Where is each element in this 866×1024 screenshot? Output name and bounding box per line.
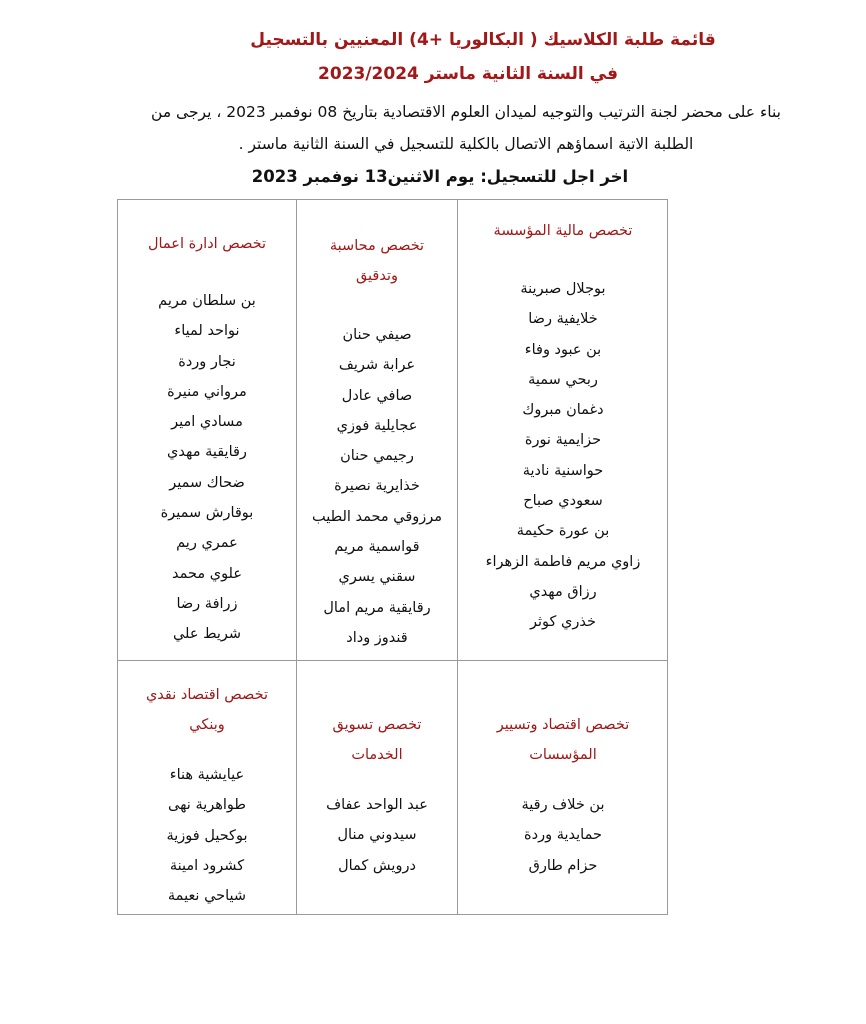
- student-name: عجايلية فوزي: [336, 417, 418, 434]
- section-title-line-1: تخصص اقتصاد نقدي: [145, 687, 269, 703]
- student-name: حمايدية وردة: [524, 827, 602, 844]
- student-name: عبد الواحد عفاف: [326, 797, 428, 813]
- section-monetary-banking: [118, 680, 296, 911]
- section-finance: [458, 216, 668, 638]
- student-name: نواحد لمياء: [174, 323, 240, 340]
- student-name: شياحي نعيمة: [167, 888, 247, 905]
- student-list: [118, 760, 296, 911]
- student-name: عيايشية هناء: [169, 767, 245, 783]
- student-list: [297, 790, 457, 881]
- section-accounting: [297, 231, 457, 653]
- section-title: تخصص مالية المؤسسة: [493, 223, 633, 239]
- notice-line-1: بناء على محضر لجنة الترتيب والتوجيه لميدان العلوم الاقتصادية بتاريخ 08 نوفمبر 2023 ، يرجى من: [151, 103, 781, 121]
- student-name: عرابة شريف: [338, 357, 416, 374]
- students-table: [117, 199, 668, 915]
- student-name: شريط علي: [172, 626, 242, 643]
- student-name: قندوز وداد: [346, 629, 408, 646]
- notice-paragraph: [110, 96, 822, 160]
- student-name: ربحي سمية: [528, 371, 598, 388]
- student-name: كشرود امينة: [169, 857, 245, 874]
- student-name: عمري ريم: [176, 535, 238, 552]
- student-list: [297, 320, 457, 653]
- section-title-line-1: تخصص اقتصاد وتسيير: [496, 717, 630, 733]
- student-name: بن خلاف رقية: [521, 797, 605, 813]
- student-name: درويش كمال: [338, 857, 416, 874]
- student-name: زاوي مريم فاطمة الزهراء: [485, 553, 641, 570]
- document-subtitle: في السنة الثانية ماستر 2023/2024: [318, 64, 618, 84]
- student-name: خلايفية رضا: [528, 311, 598, 328]
- section-title-line-1: تخصص محاسبة: [329, 238, 425, 254]
- student-name: حواسنية نادية: [522, 462, 604, 479]
- student-name: زرافة رضا: [176, 595, 238, 612]
- student-name: مرواني منيرة: [167, 383, 247, 400]
- student-name: صافي عادل: [341, 387, 413, 404]
- student-name: قواسمية مريم: [334, 539, 420, 556]
- document-title: قائمة طلبة الكلاسيك ( البكالوريا +4) المعنيين بالتسجيل: [250, 30, 716, 50]
- section-management: [118, 229, 296, 650]
- student-name: مرزوقي محمد الطيب: [311, 508, 443, 525]
- student-name: سقني يسري: [338, 569, 416, 586]
- student-name: خذري كوثر: [530, 614, 596, 631]
- student-name: سيدوني منال: [337, 827, 417, 844]
- section-title-line-2: وتدقيق: [355, 268, 399, 284]
- notice-line-2: الطلبة الاتية اسماؤهم الاتصال بالكلية للتسجيل في السنة الثانية ماستر .: [238, 135, 694, 153]
- student-name: حزام طارق: [528, 857, 598, 874]
- student-name: بوجلال صبرينة: [520, 281, 606, 297]
- student-name: بوكحيل فوزية: [166, 827, 248, 844]
- section-title-line-2: الخدمات: [351, 747, 403, 763]
- section-title: تخصص ادارة اعمال: [147, 236, 267, 252]
- student-name: بن سلطان مريم: [158, 293, 256, 309]
- student-name: سعودي صباح: [523, 493, 603, 510]
- student-name: مسادي امير: [171, 414, 243, 431]
- section-title-line-2: المؤسسات: [529, 747, 597, 763]
- registration-deadline: اخر اجل للتسجيل: يوم الاثنين13 نوفمبر 2023: [251, 167, 629, 186]
- student-name: حزايمية نورة: [524, 432, 602, 449]
- student-name: ضحاك سمير: [169, 474, 245, 491]
- student-name: رزاق مهدي: [529, 583, 597, 600]
- student-name: علوي محمد: [171, 565, 243, 582]
- student-name: نجار وردة: [178, 353, 236, 370]
- student-list: [458, 790, 668, 881]
- student-name: دغمان مبروك: [522, 402, 604, 419]
- student-name: بن عبود وفاء: [524, 341, 602, 358]
- student-name: صيفي حنان: [342, 327, 412, 343]
- section-marketing: [297, 710, 457, 881]
- student-name: طواهرية نهى: [168, 797, 246, 814]
- student-name: خذايرية نصيرة: [334, 478, 420, 495]
- student-name: بوقارش سميرة: [160, 505, 254, 522]
- student-name: رقايقية مهدي: [167, 444, 247, 461]
- section-economics-management: [458, 710, 668, 881]
- student-name: رقايقية مريم امال: [323, 599, 431, 616]
- row-divider: [118, 660, 667, 661]
- student-name: بن عورة حكيمة: [516, 523, 610, 540]
- section-title-line-1: تخصص تسويق: [332, 717, 422, 733]
- student-name: رجيمي حنان: [340, 448, 414, 465]
- section-title-line-2: وبنكي: [189, 717, 225, 733]
- student-list: [458, 274, 668, 638]
- student-list: [118, 286, 296, 650]
